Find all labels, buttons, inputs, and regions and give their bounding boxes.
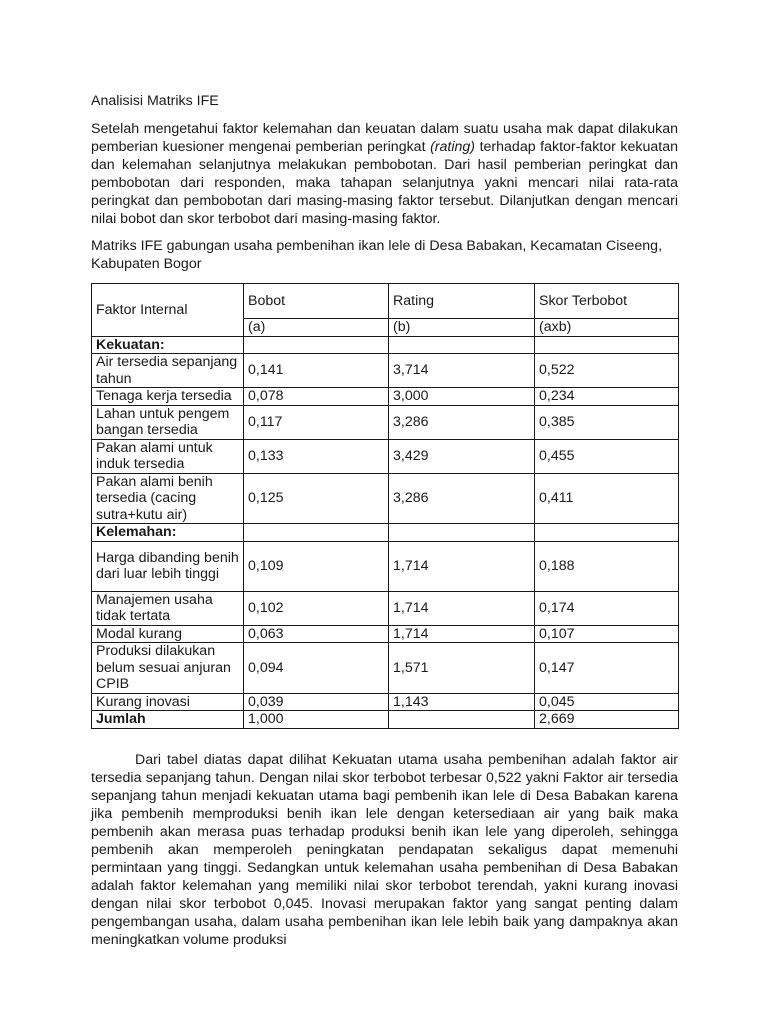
skor-cell: 0,385 [535,405,679,439]
section-label-kelemahan: Kelemahan: [92,524,244,542]
total-rating [389,711,535,729]
table-row [92,693,679,711]
skor-cell: 0,045 [535,693,679,711]
table-row [92,473,679,524]
factor-cell: Air tersedia sepanjang tahun [92,354,244,388]
rating-cell: 1,143 [389,693,535,711]
rating-cell: 3,000 [389,388,535,406]
section-row-kelemahan [92,524,679,542]
factor-cell: Pakan alami benih tersedia (cacing sutra+kutu air) [92,473,244,524]
rating-cell: 1,714 [389,541,535,591]
skor-cell: 0,107 [535,625,679,643]
subheader-a: (a) [244,319,389,337]
rating-cell: 1,571 [389,643,535,694]
factor-cell: Produksi dilakukan belum sesuai anjuran CPIB [92,643,244,694]
intro-text-start: Setelah mengetahui faktor kelemahan dan keuatan dalam suatu usaha mak dapat dilakukan pemberian kuesioner mengenai pemberian peringkat [91,121,678,155]
bobot-cell: 0,078 [244,388,389,406]
intro-text-end: terhadap faktor-faktor kekuatan dan kelemahan selanjutnya melakukan pembobotan. Dari hasil pemberian peringkat dan pembobotan dari responden, maka tahapan selanjutnya yakni mencari nilai rata-rata peringkat dan pembobotan dari masing-masing faktor tersebut. Dilanjutkan dengan mencari nilai bobot dan skor terbobot dari masing-masing faktor. [91,139,678,227]
subheader-b: (b) [389,319,535,337]
bobot-cell: 0,125 [244,473,389,524]
factor-cell: Harga dibanding benih dari luar lebih tinggi [92,541,244,591]
header-faktor-internal: Faktor Internal [92,284,244,337]
table-row [92,388,679,406]
total-label: Jumlah [92,711,244,729]
rating-cell: 3,714 [389,354,535,388]
header-rating: Rating [389,284,535,319]
table-row [92,541,679,591]
bobot-cell: 0,109 [244,541,389,591]
rating-italic-term: (rating) [430,139,476,155]
bobot-cell: 0,094 [244,643,389,694]
table-caption: Matriks IFE gabungan usaha pembenihan ikan lele di Desa Babakan, Kecamatan Ciseeng, Kabupaten Bogor [91,238,663,272]
analysis-paragraph: Dari tabel diatas dapat dilihat Kekuatan utama usaha pembenihan adalah faktor air tersedia sepanjang tahun. Dengan nilai skor terbobot terbesar 0,522 yakni Faktor air tersedia sepanjang tahun menjadi kekuatan utama bagi pembenih ikan lele di Desa Babakan karena jika pembenih memproduksi benih ikan lele dengan ketersediaan air yang baik maka pembenih akan merasa puas terhadap produksi benih ikan lele yang diperoleh, sehingga pembenih akan memperoleh peningkatan pendapatan sekaligus dapat memenuhi permintaan yang tinggi. Sedangkan untuk kelemahan usaha pembenihan di Desa Babakan adalah faktor kelemahan yang memiliki nilai skor terbobot terendah, yakni kurang inovasi dengan nilai skor terbobot 0,045. Inovasi merupakan faktor yang sangat penting dalam pengembangan usaha, dalam usaha pembenihan ikan lele lebih baik yang dampaknya akan meningkatkan volume produksi [91,752,678,948]
factor-cell: Manajemen usaha tidak tertata [92,591,244,625]
total-row [92,711,679,729]
skor-cell: 0,455 [535,439,679,473]
table-row [92,405,679,439]
skor-cell: 0,147 [535,643,679,694]
skor-cell: 0,234 [535,388,679,406]
page-title: Analisisi Matriks IFE [91,93,219,109]
header-skor-terbobot: Skor Terbobot [535,284,679,319]
total-skor: 2,669 [535,711,679,729]
skor-cell: 0,411 [535,473,679,524]
rating-cell: 3,429 [389,439,535,473]
factor-cell: Tenaga kerja tersedia [92,388,244,406]
factor-cell: Lahan untuk pengem bangan tersedia [92,405,244,439]
rating-cell: 1,714 [389,591,535,625]
intro-paragraph [91,120,678,228]
ife-matrix-table [91,283,679,729]
factor-cell: Kurang inovasi [92,693,244,711]
subheader-axb: (axb) [535,319,679,337]
skor-cell: 0,188 [535,541,679,591]
rating-cell: 3,286 [389,405,535,439]
table-row [92,591,679,625]
factor-cell: Pakan alami untuk induk tersedia [92,439,244,473]
table-row [92,643,679,694]
bobot-cell: 0,039 [244,693,389,711]
bobot-cell: 0,133 [244,439,389,473]
bobot-cell: 0,102 [244,591,389,625]
section-row-kekuatan [92,336,679,354]
factor-cell: Modal kurang [92,625,244,643]
rating-cell: 1,714 [389,625,535,643]
table-row [92,439,679,473]
skor-cell: 0,174 [535,591,679,625]
table-row [92,625,679,643]
bobot-cell: 0,117 [244,405,389,439]
skor-cell: 0,522 [535,354,679,388]
bobot-cell: 0,063 [244,625,389,643]
table-header-row [92,284,679,319]
total-bobot: 1,000 [244,711,389,729]
header-bobot: Bobot [244,284,389,319]
table-row [92,354,679,388]
rating-cell: 3,286 [389,473,535,524]
section-label-kekuatan: Kekuatan: [92,336,244,354]
bobot-cell: 0,141 [244,354,389,388]
